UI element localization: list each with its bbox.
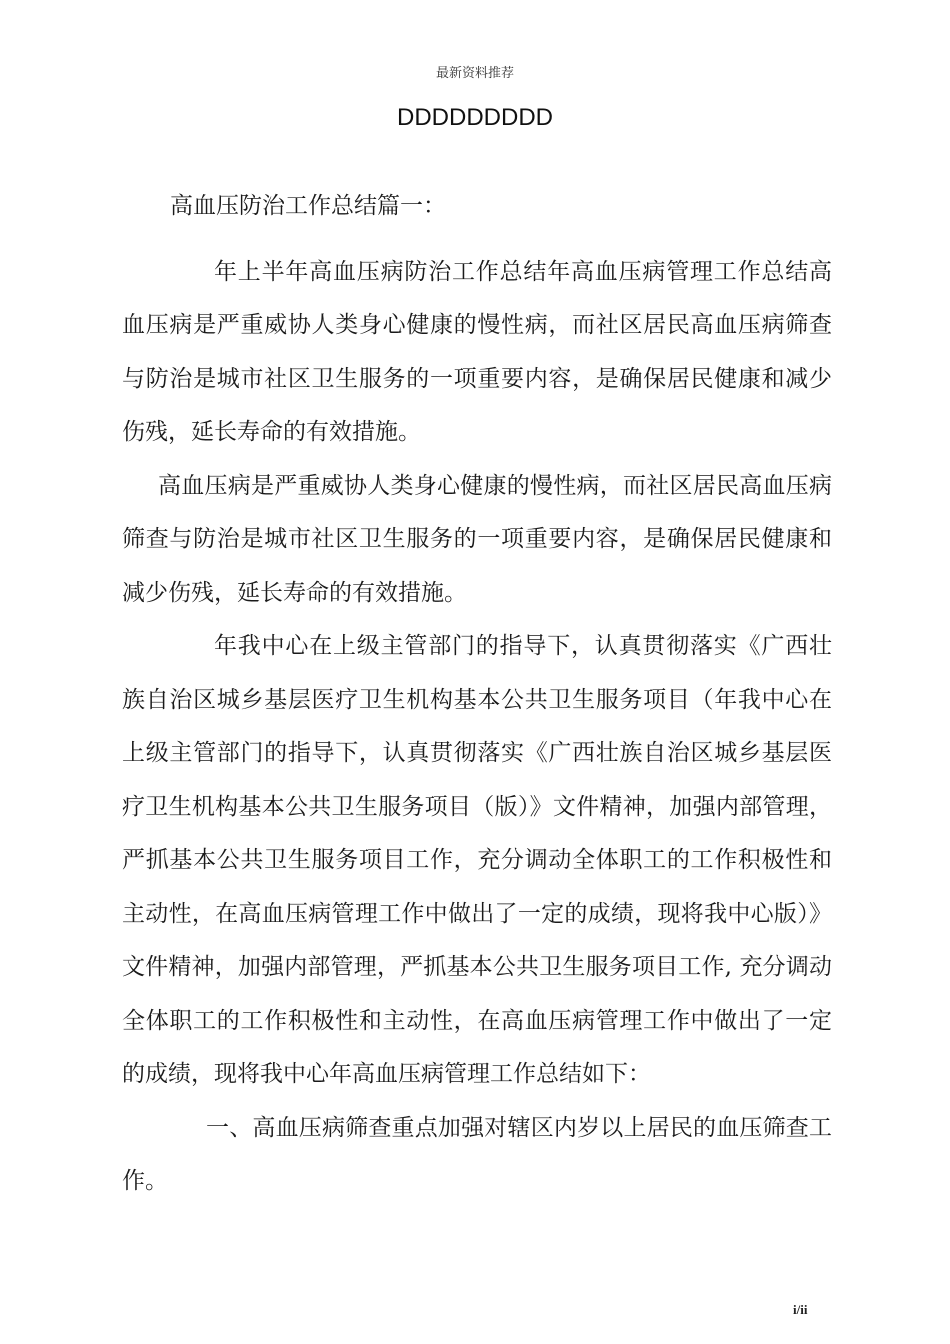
paragraph-2: 高血压病是严重威协人类身心健康的慢性病，而社区居民高血压病筛查与防治是城市社区卫生服务的一项重要内容，是确保居民健康和减少伤残，延长寿命的有效措施。 xyxy=(122,472,832,606)
header-note: 最新资料推荐 xyxy=(435,66,514,81)
paragraph-1: 年上半年高血压病防治工作总结年高血压病管理工作总结高血压病是严重威协人类身心健康的慢性病，而社区居民高血压病筛查与防治是城市社区卫生服务的一项重要内容，是确保居民健康和减少伤残，延长寿命的有效措施。 xyxy=(122,258,832,445)
page-number: i/ii xyxy=(793,1302,808,1317)
paragraph-4: 一、高血压病筛查重点加强对辖区内岁以上居民的血压筛查工作。 xyxy=(122,1114,832,1194)
document-body xyxy=(122,180,832,1209)
section-heading: 高血压防治工作总结篇一： xyxy=(170,193,446,219)
document-title: DDDDDDDDD xyxy=(397,104,553,131)
paragraph-3: 年我中心在上级主管部门的指导下，认真贯彻落实《广西壮族自治区城乡基层医疗卫生机构基本公共卫生服务项目（年我中心在上级主管部门的指导下，认真贯彻落实《广西壮族自治区城乡基层医疗卫生机构基本公共卫生服务项目（版）》文件精神，加强内部管理，严抓基本公共卫生服务项目工作，充分调动全体职工的工作积极性和主动性，在高血压病管理工作中做出了一定的成绩，现将我中心版）》文件精神，加强内部管理，严抓基本公共卫生服务项目工作, 充分调动全体职工的工作积极性和主动性，在高血压病管理工作中做出了一定的成绩，现将我中心年高血压病管理工作总结如下： xyxy=(122,633,832,1087)
